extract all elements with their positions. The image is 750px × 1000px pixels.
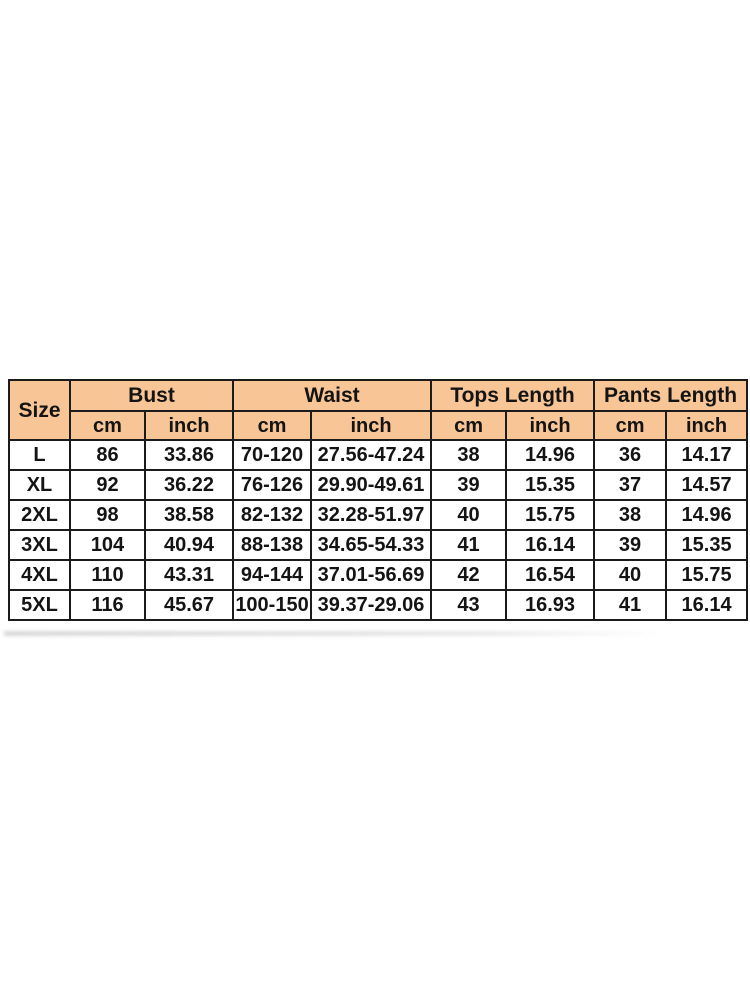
tops-inch-value: 16.54 (506, 560, 594, 590)
pants-inch-value: 14.17 (666, 440, 747, 470)
tops-inch-value: 15.75 (506, 500, 594, 530)
unit-header-bust-inch: inch (145, 411, 233, 440)
tops-cm-value: 39 (431, 470, 506, 500)
bust-cm-value: 98 (70, 500, 145, 530)
tops-inch-value: 16.93 (506, 590, 594, 620)
waist-cm-value: 94-144 (233, 560, 311, 590)
waist-inch-value: 39.37-29.06 (311, 590, 431, 620)
size-label: L (9, 440, 70, 470)
table-row-l (9, 440, 747, 470)
waist-cm-value: 100-150 (233, 590, 311, 620)
pants-cm-value: 41 (594, 590, 666, 620)
bust-cm-value: 110 (70, 560, 145, 590)
size-label: 4XL (9, 560, 70, 590)
unit-header-waist-cm: cm (233, 411, 311, 440)
size-chart-table (8, 379, 748, 621)
size-label: 3XL (9, 530, 70, 560)
table-row-3xl (9, 530, 747, 560)
tops-inch-value: 14.96 (506, 440, 594, 470)
waist-inch-value: 32.28-51.97 (311, 500, 431, 530)
bust-cm-value: 116 (70, 590, 145, 620)
waist-cm-value: 82-132 (233, 500, 311, 530)
waist-inch-value: 34.65-54.33 (311, 530, 431, 560)
unit-header-waist-inch: inch (311, 411, 431, 440)
waist-inch-value: 27.56-47.24 (311, 440, 431, 470)
column-header-waist: Waist (233, 380, 431, 411)
pants-inch-value: 16.14 (666, 590, 747, 620)
pants-cm-value: 37 (594, 470, 666, 500)
bust-cm-value: 92 (70, 470, 145, 500)
header-units-row (9, 411, 747, 440)
size-label: XL (9, 470, 70, 500)
column-header-tops-length: Tops Length (431, 380, 594, 411)
bust-cm-value: 86 (70, 440, 145, 470)
bust-inch-value: 38.58 (145, 500, 233, 530)
tops-cm-value: 38 (431, 440, 506, 470)
column-header-size: Size (9, 380, 70, 440)
pants-inch-value: 14.96 (666, 500, 747, 530)
waist-cm-value: 88-138 (233, 530, 311, 560)
table-shadow-artifact (4, 631, 664, 636)
unit-header-pants-inch: inch (666, 411, 747, 440)
tops-cm-value: 43 (431, 590, 506, 620)
waist-cm-value: 70-120 (233, 440, 311, 470)
column-header-pants-length: Pants Length (594, 380, 747, 411)
pants-cm-value: 36 (594, 440, 666, 470)
tops-cm-value: 40 (431, 500, 506, 530)
column-header-bust: Bust (70, 380, 233, 411)
tops-inch-value: 16.14 (506, 530, 594, 560)
unit-header-pants-cm: cm (594, 411, 666, 440)
tops-inch-value: 15.35 (506, 470, 594, 500)
table-row-2xl (9, 500, 747, 530)
waist-inch-value: 29.90-49.61 (311, 470, 431, 500)
table-row-5xl (9, 590, 747, 620)
waist-inch-value: 37.01-56.69 (311, 560, 431, 590)
waist-cm-value: 76-126 (233, 470, 311, 500)
pants-cm-value: 38 (594, 500, 666, 530)
header-group-row (9, 380, 747, 411)
pants-inch-value: 15.35 (666, 530, 747, 560)
size-label: 2XL (9, 500, 70, 530)
bust-inch-value: 43.31 (145, 560, 233, 590)
pants-inch-value: 15.75 (666, 560, 747, 590)
bust-cm-value: 104 (70, 530, 145, 560)
tops-cm-value: 42 (431, 560, 506, 590)
bust-inch-value: 40.94 (145, 530, 233, 560)
tops-cm-value: 41 (431, 530, 506, 560)
pants-cm-value: 39 (594, 530, 666, 560)
bust-inch-value: 33.86 (145, 440, 233, 470)
unit-header-bust-cm: cm (70, 411, 145, 440)
size-label: 5XL (9, 590, 70, 620)
table-row-xl (9, 470, 747, 500)
unit-header-tops-cm: cm (431, 411, 506, 440)
table-row-4xl (9, 560, 747, 590)
unit-header-tops-inch: inch (506, 411, 594, 440)
bust-inch-value: 36.22 (145, 470, 233, 500)
pants-cm-value: 40 (594, 560, 666, 590)
pants-inch-value: 14.57 (666, 470, 747, 500)
bust-inch-value: 45.67 (145, 590, 233, 620)
